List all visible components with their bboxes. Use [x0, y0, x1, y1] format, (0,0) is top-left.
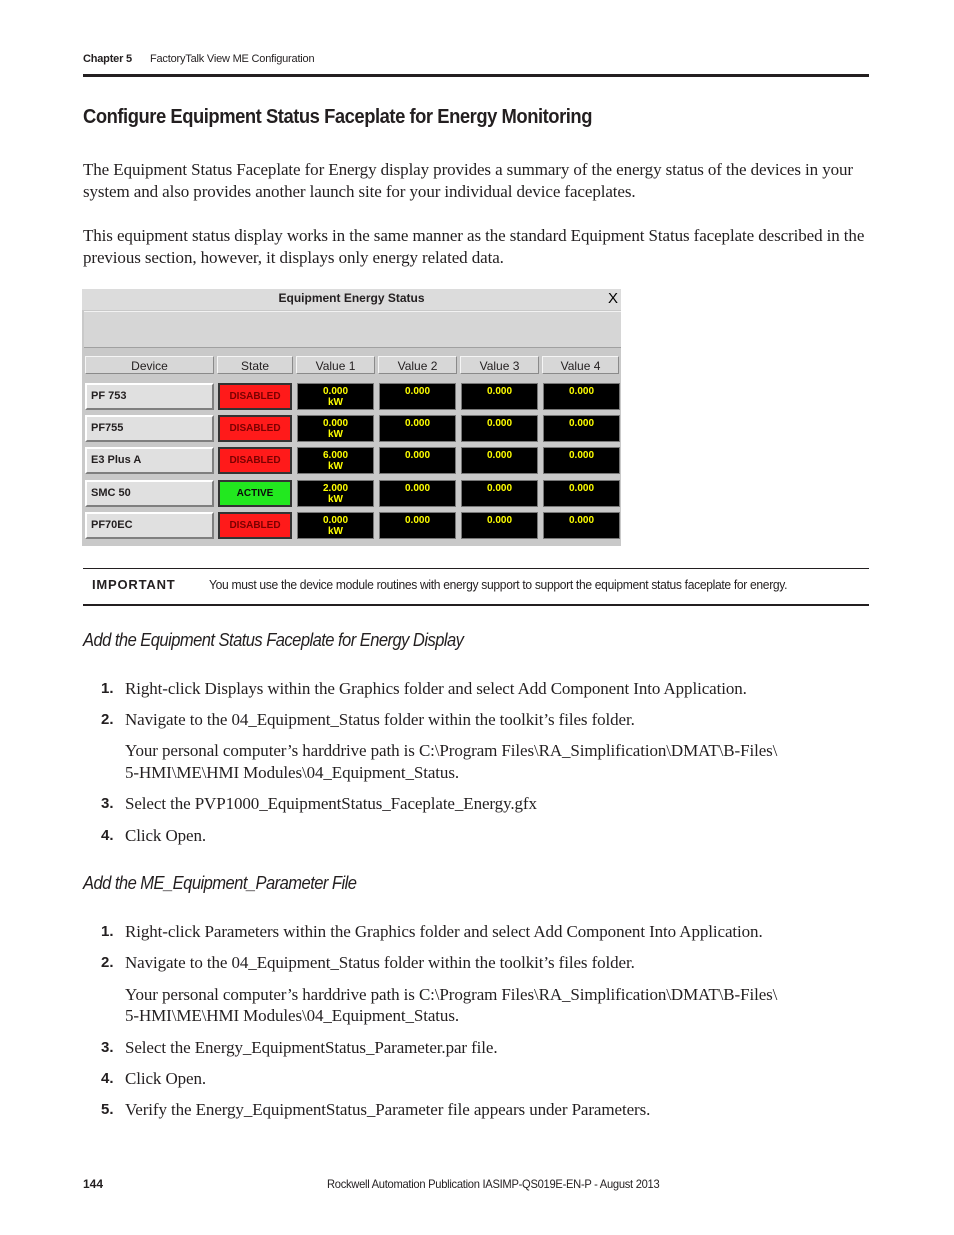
device-button-pf755[interactable]: PF755 [85, 415, 214, 442]
value4-display: 0.000 [543, 447, 620, 474]
description-paragraph: This equipment status display works in the same manner as the standard Equipment Status faceplate described in the previous section, however, it displays only energy related data. [83, 226, 865, 267]
path-note-line2: 5-HMI\ME\HMI Modules\04_Equipment_Status. [125, 763, 459, 782]
value3-display: 0.000 [461, 383, 538, 410]
value1-unit: kW [328, 461, 343, 472]
important-bottom-rule [83, 604, 869, 606]
chapter-label: Chapter 5 [83, 53, 132, 65]
equipment-energy-status-faceplate [82, 289, 621, 546]
device-button-pf70ec[interactable]: PF70EC [85, 512, 214, 539]
value4-display: 0.000 [543, 480, 620, 507]
value1-display [297, 512, 374, 539]
value1-display [297, 447, 374, 474]
state-indicator: DISABLED [218, 512, 292, 539]
page-number: 144 [83, 1177, 104, 1191]
faceplate-title: Equipment Energy Status [278, 291, 425, 305]
value1-number: 0.000 [322, 515, 349, 526]
value4-display: 0.000 [543, 415, 620, 442]
device-button-pf753[interactable]: PF 753 [85, 383, 214, 410]
step-text: Verify the Energy_EquipmentStatus_Parameter file appears under Parameters. [125, 1100, 651, 1119]
step-text: Right-click Displays within the Graphics folder and select Add Component Into Application. [125, 679, 747, 698]
path-note-line1: Your personal computer’s harddrive path is C:\Program Files\RA_Simplification\DMAT\B-Files\ [125, 741, 778, 760]
value3-display: 0.000 [461, 512, 538, 539]
chapter-title: FactoryTalk View ME Configuration [150, 53, 315, 65]
value4-display: 0.000 [543, 383, 620, 410]
value1-number: 6.000 [322, 450, 349, 461]
value2-display: 0.000 [379, 415, 456, 442]
step-number: 1. [101, 680, 114, 697]
step-number: 1. [101, 923, 114, 940]
value1-number: 0.000 [322, 418, 349, 429]
value1-number: 0.000 [322, 386, 349, 397]
value1-unit: kW [328, 397, 343, 408]
value1-display [297, 480, 374, 507]
column-header-device: Device [85, 356, 214, 374]
close-icon[interactable]: X [608, 290, 619, 307]
state-indicator: ACTIVE [218, 480, 292, 507]
step-text: Click Open. [125, 1069, 207, 1088]
column-header-value4: Value 4 [542, 356, 619, 374]
value2-display: 0.000 [379, 383, 456, 410]
value1-number: 2.000 [322, 483, 349, 494]
path-note-line2: 5-HMI\ME\HMI Modules\04_Equipment_Status. [125, 1006, 459, 1025]
step-number: 2. [101, 711, 114, 728]
faceplate-title-bar [82, 289, 621, 310]
value3-display: 0.000 [461, 447, 538, 474]
step-text: Right-click Parameters within the Graphics folder and select Add Component Into Application. [125, 922, 763, 941]
value3-display: 0.000 [461, 415, 538, 442]
step-text: Select the PVP1000_EquipmentStatus_Faceplate_Energy.gfx [125, 794, 537, 813]
step-number: 5. [101, 1101, 114, 1118]
publication-info: Rockwell Automation Publication IASIMP-QS019E-EN-P - August 2013 [327, 1177, 660, 1191]
value1-unit: kW [328, 526, 343, 537]
intro-paragraph: The Equipment Status Faceplate for Energy display provides a summary of the energy status of the devices in your system and also provides another launch site for your individual device faceplates. [83, 160, 853, 201]
step-number: 4. [101, 827, 114, 844]
important-label: IMPORTANT [92, 577, 176, 592]
step-text: Navigate to the 04_Equipment_Status folder within the toolkit’s files folder. [125, 710, 635, 729]
value2-display: 0.000 [379, 512, 456, 539]
value1-unit: kW [328, 429, 343, 440]
value2-display: 0.000 [379, 447, 456, 474]
faceplate-toolbar-band [84, 311, 621, 348]
important-text: You must use the device module routines with energy support to support the equipment status faceplate for energy. [209, 577, 788, 592]
header-rule [83, 74, 869, 77]
value4-display: 0.000 [543, 512, 620, 539]
column-header-value2: Value 2 [378, 356, 457, 374]
column-header-value3: Value 3 [460, 356, 539, 374]
column-header-value1: Value 1 [296, 356, 375, 374]
state-indicator: DISABLED [218, 415, 292, 442]
step-text: Click Open. [125, 826, 207, 845]
value1-display [297, 415, 374, 442]
value3-display: 0.000 [461, 480, 538, 507]
section-title: Configure Equipment Status Faceplate for Energy Monitoring [83, 106, 593, 128]
state-indicator: DISABLED [218, 447, 292, 474]
step-number: 3. [101, 1039, 114, 1056]
column-header-state: State [217, 356, 293, 374]
step-text: Select the Energy_EquipmentStatus_Parameter.par file. [125, 1038, 498, 1057]
value1-display [297, 383, 374, 410]
step-number: 4. [101, 1070, 114, 1087]
step-number: 3. [101, 795, 114, 812]
path-note-line1: Your personal computer’s harddrive path is C:\Program Files\RA_Simplification\DMAT\B-Files\ [125, 985, 778, 1004]
state-indicator: DISABLED [218, 383, 292, 410]
subheading-add-parameter-file: Add the ME_Equipment_Parameter File [83, 873, 357, 893]
step-number: 2. [101, 954, 114, 971]
value2-display: 0.000 [379, 480, 456, 507]
step-text: Navigate to the 04_Equipment_Status folder within the toolkit’s files folder. [125, 953, 635, 972]
value1-unit: kW [328, 494, 343, 505]
important-top-rule [83, 568, 869, 569]
device-button-smc50[interactable]: SMC 50 [85, 480, 214, 507]
subheading-add-faceplate: Add the Equipment Status Faceplate for Energy Display [83, 630, 464, 650]
device-button-e3-plus-a[interactable]: E3 Plus A [85, 447, 214, 474]
